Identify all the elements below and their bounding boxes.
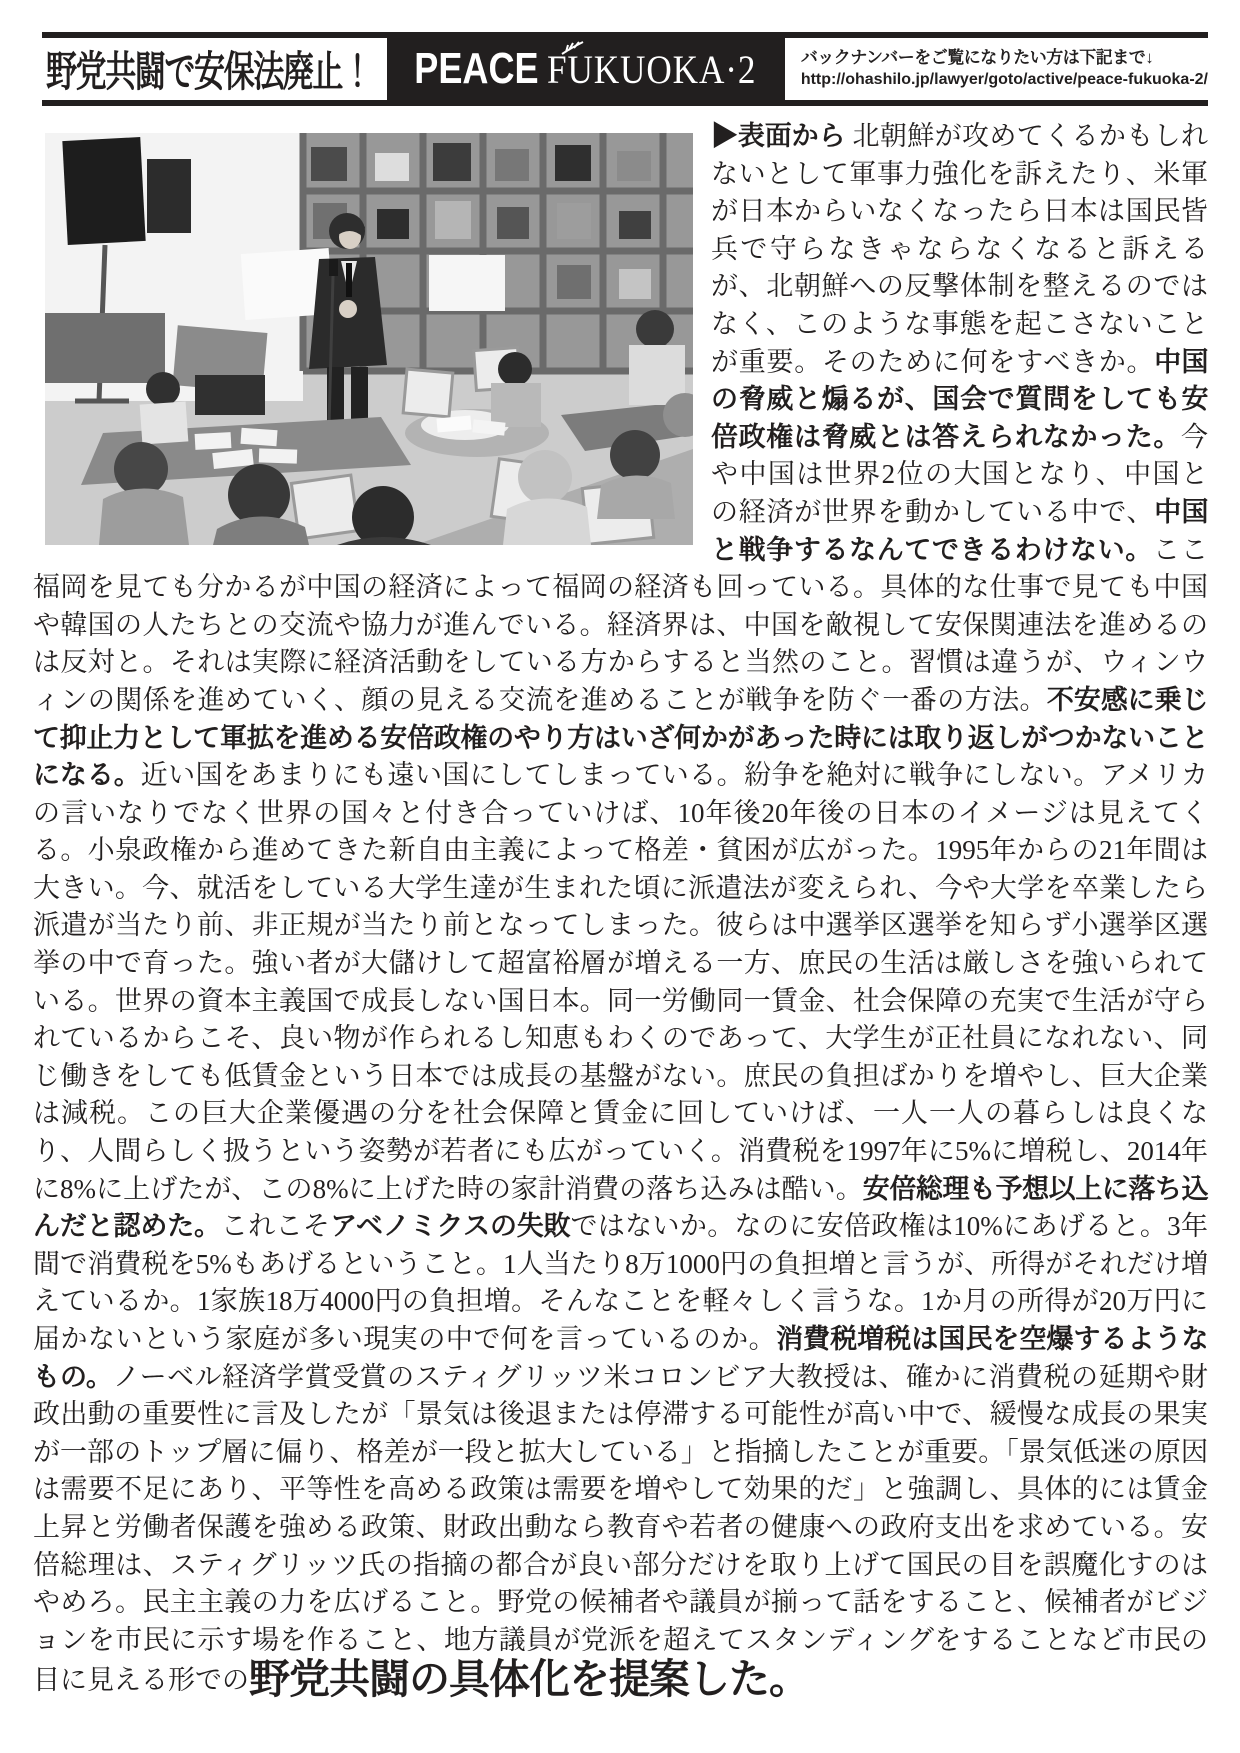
article-run-bold: 安倍総理も予想以上に落ち込んだと認めた。 [33,1173,1208,1242]
article-run-bold: 中国の脅威と煽るが、国会で質問をしても安倍政権は脅威とは答えられなかった。 [711,346,1209,452]
article-run-normal: これこそ [220,1211,331,1242]
logo-box [387,38,784,100]
article-run-bold: 消費税増税は国民を空爆するようなもの。 [33,1324,1209,1392]
article-run-normal: ノーベル経済学賞受賞のスティグリッツ米コロンビア大教授は、確かに消費税の延期や財政出動の重要性に言及したが「景気は後退または停滞する可能性が高い中で、緩慢な成長の果実が一部のトップ層に偏り、格差が一段と拡大している」と指摘したことが重要。「景気低迷の原因は需要不足にあり、平等性を高める政策は需要を増やして効果的だ」と強調し、具体的には賃金上昇と労働者保護を強める政策、財政出動なら教育や若者の健康への政府支出を求めている。安倍総理は、スティグリッツ氏の指摘の都合が良い部分だけを取り上げて国民の目を誤魔化すのはやめろ。民主主義の力を広げること。野党の候補者や議員が揃って話をすること、候補者がビジョンを市民に示す場を作ること、地方議員が党派を超えてスタンディングをすることなど市民の目に見える形での [33,1361,1208,1696]
article-run-bold: アベノミクスの失敗 [330,1211,571,1242]
article-run-bold: 不安感に乗じて抑止力として軍拡を進める安倍政権のやり方はいざ何かがあった時には取り返しがつかないことになる。 [33,684,1208,791]
article-run-normal: 北朝鮮が攻めてくるかもしれないとして軍事力強化を訴えたり、米軍が日本からいなくなったら日本は国民皆兵で守らなきゃならなくなると訴えるが、北朝鮮への反撃体制を整えるのではなく、このような事態を起こさないことが重要。そのために何をすべきか。 [711,121,1208,377]
article-run-normal: ではないか。なのに安倍政権は10%にあげると。3年間で消費税を5%もあげるということ。1人当たり8万1000円の負担増と言うが、所得がそれだけ増えているか。1家族18万4000円の負担増。そんなことを軽々しく言うな。1か月の所得が20万円に届かないという家庭が多い現実の中で何を言っているのか。 [33,1211,1209,1354]
logo-peace-text: PEACE [414,44,539,93]
article-run-normal: 今や中国は世界2位の大国となり、中国との経済が世界を動かしている中で、 [711,421,1208,527]
article-run-lead: ▶表面から [711,121,846,151]
article-run-normal: 近い国をあまりにも遠い国にしてしまっている。紛争を絶対に戦争にしない。アメリカの言いなりでなく世界の国々と付き合っていけば、10年後20年後の日本のイメージは見えてくる。小泉政権から進めてきた新自由主義によって格差・貧困が広がった。1995年からの21年間は大きい。今、就活をしている大学生達が生まれた頃に派遣法が変えられ、今や大学を卒業したら派遣が当たり前、非正規が当たり前となってしまった。彼らは中選挙区選挙を知らず小選挙区選挙の中で育った。強い者が大儲けして超富裕層が増える一方、庶民の生活は厳しさを強いられている。世界の資本主義国で成長しない国日本。同一労働同一賃金、社会保障の充実で生活が守られているからこそ、良い物が作られるし知恵もわくのであって、大学生が正社員になれない、同じ働きをしても低賃金という日本では成長の基盤がない。庶民の負担ばかりを増やし、巨大企業は減税。この巨大企業優遇の分を社会保障と賃金に回していけば、一人一人の暮らしは良くなり、人間らしく扱うという姿勢が若者にも広がっていく。消費税を1997年に5%に増税し、2014年に8%に上げたが、この8%に上げた時の家計消費の落ち込みは酷い。 [33,760,1209,1204]
article-run-normal: ここ福岡を見ても分かるが中国の経済によって福岡の経済も回っている。具体的な仕事で見ても中国や韓国の人たちとの交流や協力が進んでいる。経済界は、中国を敵視して安保関連法を進めるのは反対と。それは実際に経済活動をしている方からすると当然のこと。習慣は違うが、ウィンウィンの関係を進めていく、顔の見える交流を進めることが戦争を防ぐ一番の方法。 [33,534,1209,715]
header-slogan-cell [42,38,387,100]
slogan-text: 野党共闘で安保法廃止！ [46,48,372,95]
backnumber-note: バックナンバーをご覧になりたい方は下記まで↓ [800,48,1154,68]
logo-fukuoka-text: FUKUOKA·2 [546,46,757,92]
backnumber-url: http://ohashilo.jp/lawyer/goto/active/peace-fukuoka-2/ [800,71,1208,89]
article-run-bold-large: 野党共闘の具体化を提案した。 [249,1656,809,1703]
event-photo [45,133,693,545]
header-bottom-rule [42,100,1208,106]
backnumber-box [785,38,1208,100]
article-run-bold: 中国と戦争するなんてできるわけない。 [711,496,1209,565]
header [42,38,1208,100]
article-text [33,118,1209,1703]
